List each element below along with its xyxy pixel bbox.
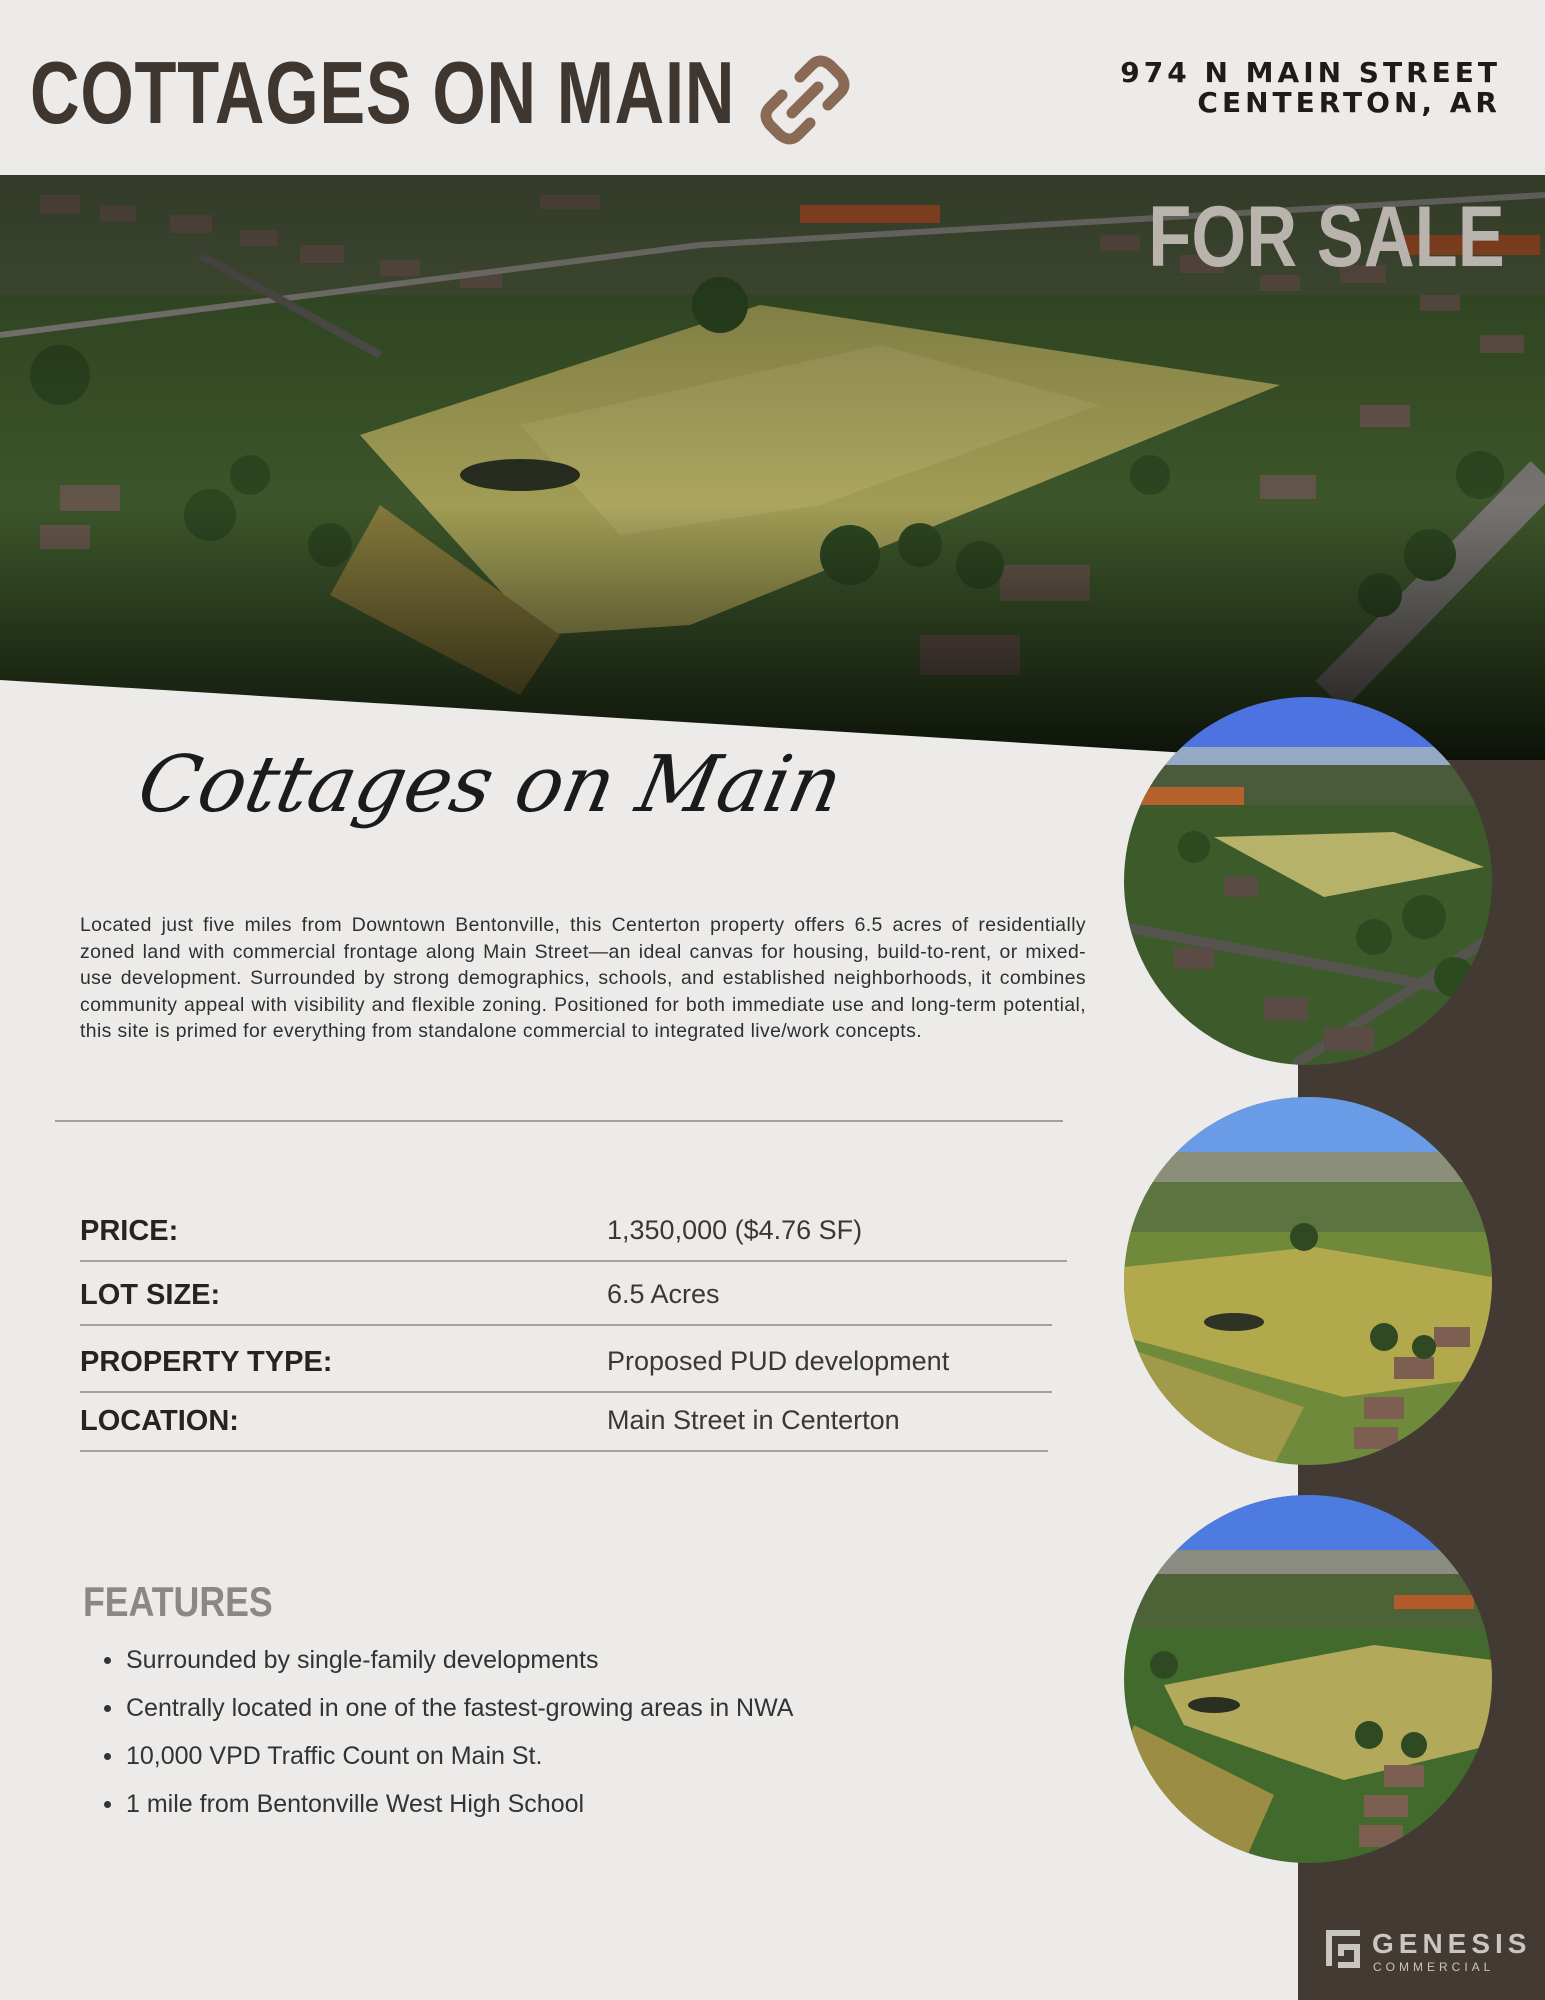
bullet-icon bbox=[104, 1753, 111, 1760]
detail-row-lot-size bbox=[80, 1262, 1067, 1326]
row-divider bbox=[80, 1450, 1048, 1452]
bullet-icon bbox=[104, 1801, 111, 1808]
detail-label: LOCATION: bbox=[80, 1405, 239, 1437]
detail-row-property-type bbox=[80, 1329, 1067, 1393]
genesis-commercial-logo bbox=[1320, 1926, 1530, 1976]
detail-value: 1,350,000 ($4.76 SF) bbox=[607, 1215, 863, 1245]
divider bbox=[55, 1120, 1063, 1122]
feature-item bbox=[100, 1736, 793, 1784]
detail-row-price bbox=[80, 1198, 1067, 1262]
features-list bbox=[100, 1640, 793, 1832]
aerial-photo-circle-2 bbox=[1124, 1097, 1492, 1465]
feature-item bbox=[100, 1640, 793, 1688]
features-heading: FEATURES bbox=[83, 1578, 273, 1625]
feature-text: Surrounded by single-family developments bbox=[126, 1646, 599, 1674]
property-description: Located just five miles from Downtown Bentonville, this Centerton property offers 6.5 acres of residentially zoned land with commercial frontage along Main Street—an ideal canvas for housing, build-to-rent, or mixed-use development. Surrounded by strong demographics, schools, and established neighborhoods, it combines community appeal with visibility and flexible zoning. Positioned for both immediate use and long-term potential, this site is primed for everything from standalone commercial to integrated live/work concepts. bbox=[80, 914, 1086, 1043]
bullet-icon bbox=[104, 1705, 111, 1712]
logo-wordmark: GENESIS bbox=[1372, 1928, 1532, 1959]
detail-label: LOT SIZE: bbox=[80, 1279, 221, 1311]
feature-text: Centrally located in one of the fastest-growing areas in NWA bbox=[126, 1694, 794, 1722]
chain-link-icon bbox=[760, 55, 850, 145]
detail-row-location bbox=[80, 1388, 1067, 1452]
aerial-photo-circle-1 bbox=[1124, 697, 1492, 1065]
feature-text: 10,000 VPD Traffic Count on Main St. bbox=[126, 1742, 543, 1770]
detail-value: Main Street in Centerton bbox=[607, 1405, 900, 1435]
property-address bbox=[1120, 58, 1501, 118]
address-line-2: CENTERTON, AR bbox=[1197, 86, 1501, 119]
feature-item bbox=[100, 1784, 793, 1832]
logo-subtitle: COMMERCIAL bbox=[1373, 1960, 1495, 1974]
page-title: COTTAGES ON MAIN bbox=[30, 43, 736, 142]
address-line-1: 974 N MAIN STREET bbox=[1120, 56, 1501, 89]
genesis-logo-icon bbox=[1320, 1926, 1366, 1972]
script-title: Cottages on Main bbox=[130, 740, 850, 830]
feature-item bbox=[100, 1688, 793, 1736]
row-divider bbox=[80, 1324, 1052, 1326]
detail-label: PROPERTY TYPE: bbox=[80, 1346, 333, 1378]
detail-value: 6.5 Acres bbox=[607, 1279, 720, 1309]
feature-text: 1 mile from Bentonville West High School bbox=[126, 1790, 585, 1818]
for-sale-banner: FOR SALE bbox=[1148, 189, 1505, 285]
page-header bbox=[0, 0, 1545, 175]
aerial-photo-circle-3 bbox=[1124, 1495, 1492, 1863]
detail-value: Proposed PUD development bbox=[607, 1346, 950, 1376]
bullet-icon bbox=[104, 1657, 111, 1664]
detail-label: PRICE: bbox=[80, 1215, 179, 1247]
